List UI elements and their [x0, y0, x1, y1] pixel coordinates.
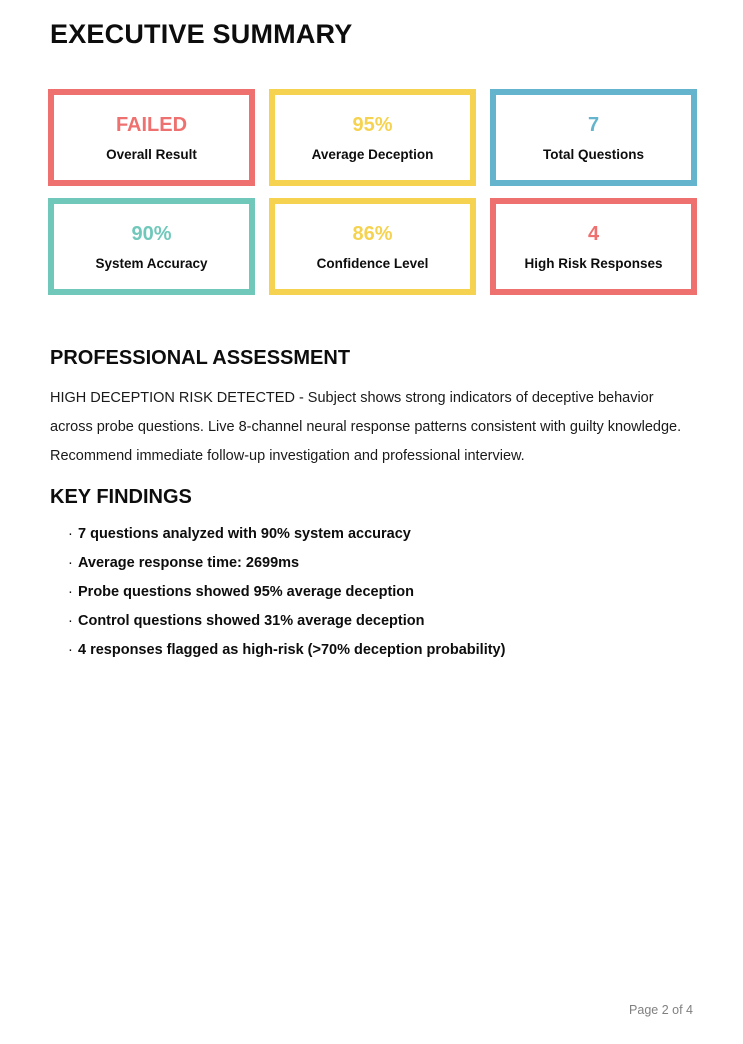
stat-value: 95% [352, 114, 393, 136]
stat-value: 4 [587, 223, 600, 245]
stat-label: Confidence Level [316, 256, 429, 271]
stat-label: High Risk Responses [524, 256, 663, 271]
stat-label: Average Deception [311, 147, 434, 162]
stat-label: Total Questions [542, 147, 644, 162]
key-finding-item: · Control questions showed 31% average deception [68, 611, 697, 631]
key-finding-item: · Average response time: 2699ms [68, 553, 697, 573]
key-findings-heading: KEY FINDINGS [50, 486, 192, 508]
assessment-heading: PROFESSIONAL ASSESSMENT [50, 347, 351, 369]
stat-label: System Accuracy [95, 256, 208, 271]
key-findings-list [68, 524, 697, 660]
stat-card-high-risk-responses [490, 198, 697, 295]
page-number: Page 2 of 4 [629, 1003, 693, 1017]
key-finding-item: · 7 questions analyzed with 90% system accuracy [68, 524, 697, 544]
key-finding-item: · 4 responses flagged as high-risk (>70% deception probability) [68, 640, 697, 660]
stat-card-average-deception [269, 89, 476, 186]
stat-value: FAILED [115, 114, 188, 136]
stat-label: Overall Result [106, 147, 197, 162]
stat-value: 86% [352, 223, 393, 245]
stat-card-total-questions [490, 89, 697, 186]
assessment-body-text: HIGH DECEPTION RISK DETECTED - Subject shows strong indicators of deceptive behavior across probe questions. Live 8-channel neural response patterns consistent with guilty knowledge. Recommend immediate follow-up investigation and professional interview. [50, 390, 682, 464]
stat-value: 7 [587, 114, 600, 136]
stat-value: 90% [131, 223, 172, 245]
key-finding-item: · Probe questions showed 95% average deception [68, 582, 697, 602]
summary-stats-grid [48, 89, 697, 295]
stat-card-confidence-level [269, 198, 476, 295]
stat-card-system-accuracy [48, 198, 255, 295]
page-title: EXECUTIVE SUMMARY [50, 19, 353, 49]
stat-card-overall-result [48, 89, 255, 186]
